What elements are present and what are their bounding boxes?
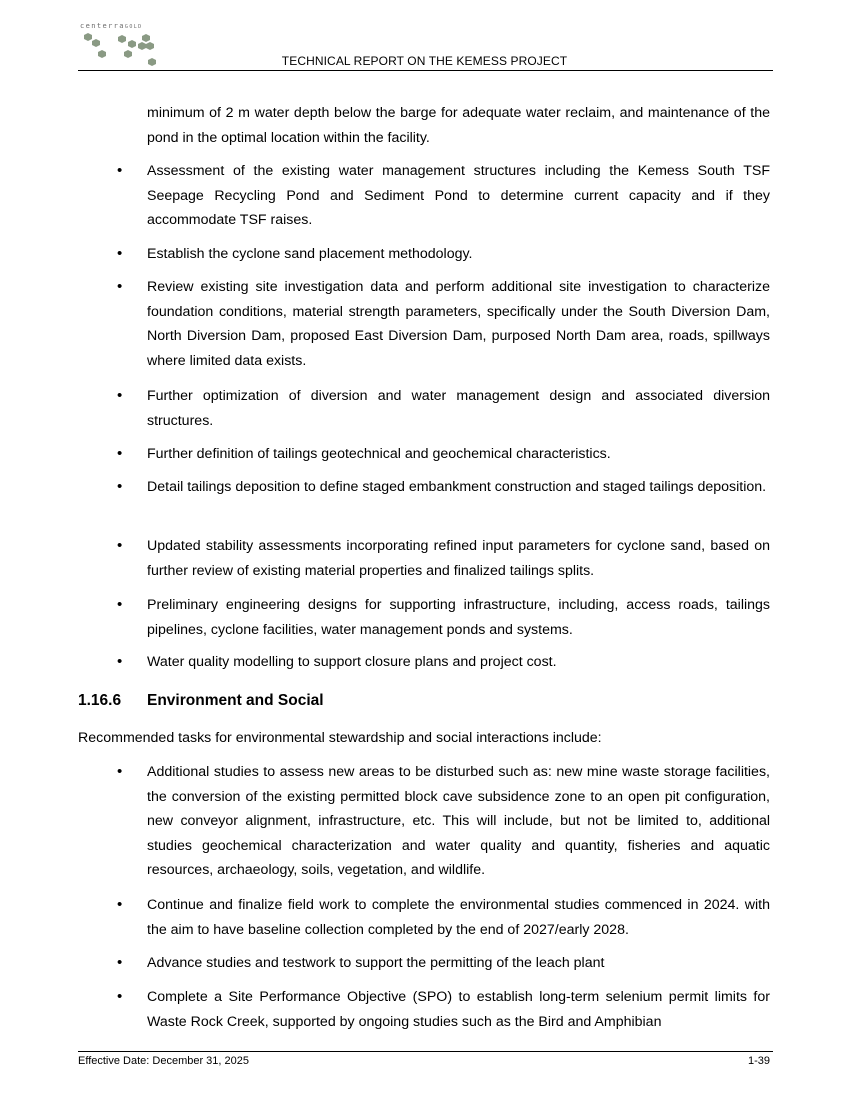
list-item: Complete a Site Performance Objective (SPO) to establish long-term selenium permit limits for Waste Rock Creek, supported by ongoing studies such as the Bird and Amphibian	[147, 989, 770, 1030]
header-divider	[78, 70, 773, 71]
bullet-marker: •	[117, 596, 123, 613]
list-item: Additional studies to assess new areas to be disturbed such as: new mine waste storage facilities, the conversion of the existing permitted block cave subsidence zone to an open pit configuration, new conveyor alignment, infrastructure, etc. This will include, but not be limited to, additional studies geochemical characterization and water quality and quantity, fisheries and aquatic resources, archaeology, soils, vegetation, and wildlife.	[147, 764, 770, 879]
list-item: Further optimization of diversion and water management design and associated diversion structures.	[147, 388, 770, 429]
list-item: Review existing site investigation data and perform additional site investigation to characterize foundation conditions, material strength parameters, specifically under the South Diversion Dam, North Diversion Dam, proposed East Diversion Dam, purposed North Dam area, roads, spillways where limited data exists.	[147, 279, 770, 369]
bullet-marker: •	[117, 278, 123, 295]
bullet-marker: •	[117, 478, 123, 495]
bullet-marker: •	[117, 162, 123, 179]
bullet-marker: •	[117, 387, 123, 404]
list-item: Continue and finalize field work to complete the environmental studies commenced in 2024. with the aim to have baseline collection completed by the end of 2027/early 2028.	[147, 897, 770, 938]
list-item: Water quality modelling to support closure plans and project cost.	[147, 654, 557, 670]
bullet-marker: •	[117, 445, 123, 462]
section-title: Environment and Social	[147, 692, 324, 709]
report-title: TECHNICAL REPORT ON THE KEMESS PROJECT	[281, 54, 568, 68]
list-item: Advance studies and testwork to support the permitting of the leach plant	[147, 955, 605, 971]
list-item: Preliminary engineering designs for supporting infrastructure, including, access roads, tailings pipelines, cyclone facilities, water management ponds and systems.	[147, 597, 770, 638]
intro-paragraph: Recommended tasks for environmental stewardship and social interactions include:	[78, 730, 602, 746]
list-item: Establish the cyclone sand placement methodology.	[147, 246, 473, 262]
continuation-paragraph: minimum of 2 m water depth below the barge for adequate water reclaim, and maintenance of the pond in the optimal location within the facility.	[147, 105, 770, 146]
section-heading	[78, 689, 324, 713]
bullet-marker: •	[117, 954, 123, 971]
section-number: 1.16.6	[78, 692, 122, 709]
bullet-marker: •	[117, 537, 123, 554]
list-item: Assessment of the existing water management structures including the Kemess South TSF Seepage Recycling Pond and Sediment Pond to determine current capacity and if they accommodate TSF raises.	[147, 163, 770, 229]
logo-wordmark-secondary: GOLD	[124, 24, 143, 30]
logo-wordmark-primary: centerra	[80, 22, 125, 30]
page-number: 1-39	[747, 1055, 770, 1067]
bullet-marker: •	[117, 896, 123, 913]
list-item: Further definition of tailings geotechnical and geochemical characteristics.	[147, 446, 611, 462]
bullet-marker: •	[117, 653, 123, 670]
list-item: Detail tailings deposition to define staged embankment construction and staged tailings deposition.	[147, 479, 767, 495]
bullet-marker: •	[117, 763, 123, 780]
bullet-marker: •	[117, 245, 123, 262]
footer-divider	[78, 1051, 773, 1052]
bullet-marker: •	[117, 988, 123, 1005]
list-item: Updated stability assessments incorporating refined input parameters for cyclone sand, based on further review of existing material properties and finalized tailings splits.	[147, 538, 770, 579]
effective-date: Effective Date: December 31, 2025	[78, 1055, 250, 1067]
logo-wordmark	[80, 22, 143, 30]
